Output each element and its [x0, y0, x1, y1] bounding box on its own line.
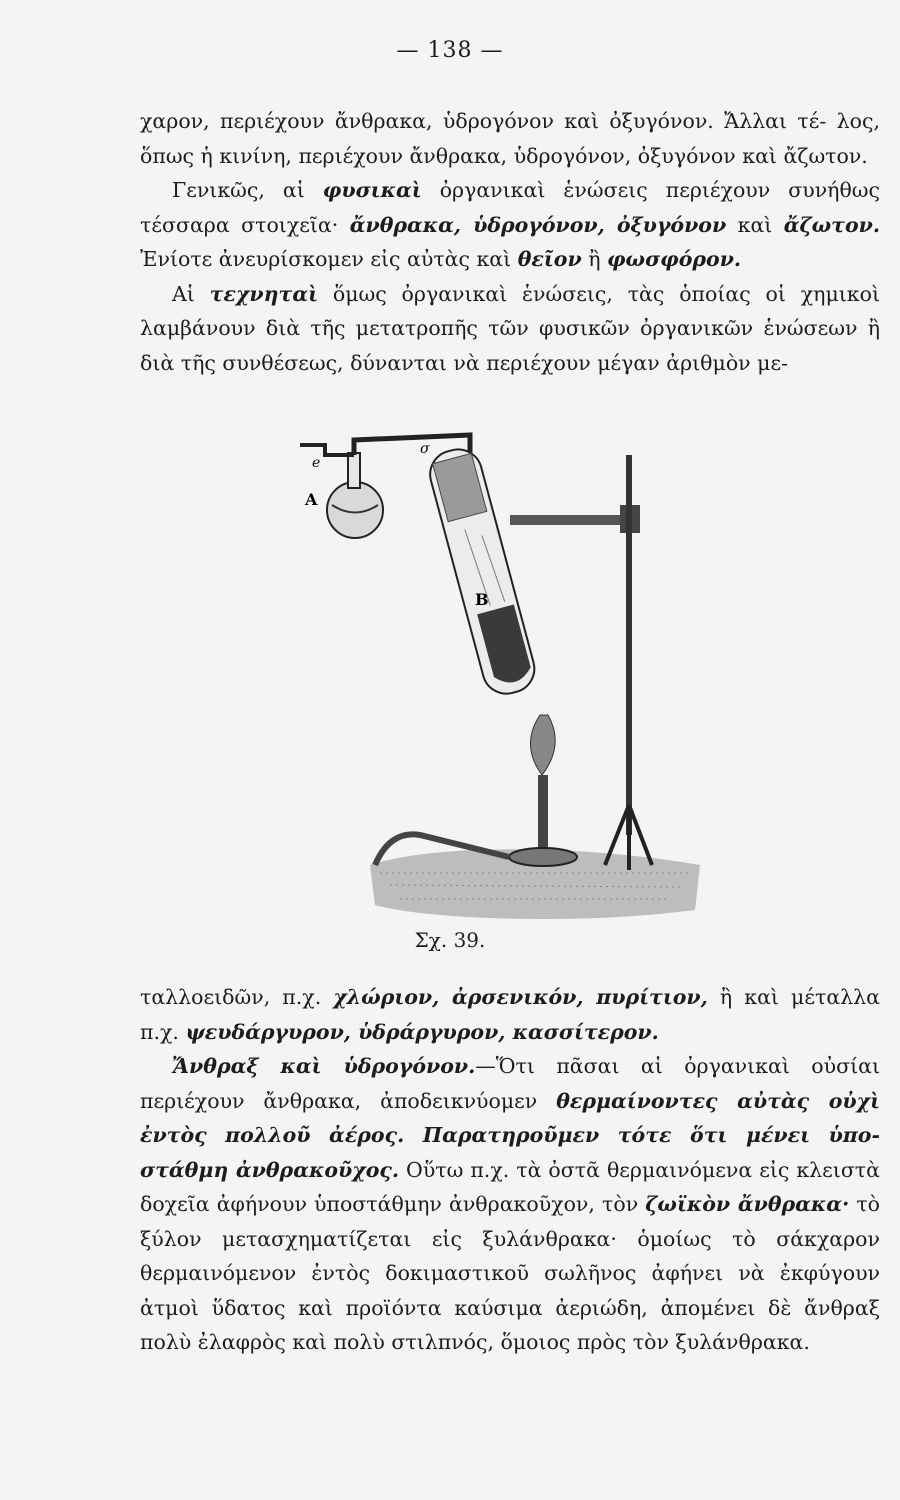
paragraph-3: Αἱ τεχνηταὶ ὅμως ὀργανικαὶ ἑνώσεις, τὰς ὁποίας οἱ χημικοὶ λαμβάνουν διὰ τῆς μετατροπῆς τῶν φυσικῶν ὀργανικῶν ἑνώσεων ἢ διὰ τῆς συνθέσεως, δύνανται νὰ περιέχουν μέγαν ἀριθμὸν με-	[140, 281, 881, 375]
label-a: A	[305, 490, 318, 509]
clamp-arm	[510, 515, 630, 525]
bottom-text	[140, 980, 880, 1360]
burner-base	[509, 848, 577, 866]
flame	[530, 715, 555, 775]
flask-neck	[348, 453, 360, 488]
paragraph-4: ταλλοειδῶν, π.χ. χλώριον, ἀρσενικόν, πυρίτιον, ἢ καὶ μέταλλα π.χ. ψευδάργυρον, ὑδράργυρον, κασσίτερον.	[140, 985, 880, 1044]
test-tube-b	[425, 444, 540, 699]
top-text	[140, 104, 880, 380]
flask-a	[327, 482, 383, 538]
paragraph-2: Γενικῶς, αἱ φυσικαὶ ὀργανικαὶ ἑνώσεις περιέχουν συνήθως τέσσαρα στοιχεῖα· ἄνθρακα, ὑδρογόνον, ὀξυγόνον καὶ ἄζωτον. Ἐνίοτε ἀνευρίσκομεν εἰς αὐτὰς καὶ θεῖον ἢ φωσφόρον.	[140, 178, 881, 271]
side-tube	[300, 445, 354, 455]
label-e: e	[312, 455, 321, 471]
paragraph-1: χαρον, περιέχουν ἄνθρακα, ὑδρογόνον καὶ ὀξυγόνον. Ἄλλαι τέ- λος, ὅπως ἡ κινίνη, περιέχουν ἄνθρακα, ὑδρογόνον, ὀξυγόνον καὶ ἄζωτον.	[140, 109, 880, 168]
section-heading: Ἄνθραξ καὶ ὑδρογόνον.	[172, 1054, 476, 1078]
paragraph-5: Ἄνθραξ καὶ ὑδρογόνον.—Ὅτι πᾶσαι αἱ ὀργανικαὶ οὐσίαι περιέχουν ἄνθρακα, ἀποδεικνύομεν θερμαίνοντες αὐτὰς οὐχὶ ἐντὸς πολλοῦ ἀέρος. Παρατηροῦμεν τότε ὅτι μένει ὑπο-στάθμη ἀνθρακοῦχος. Οὕτω π.χ. τὰ ὀστᾶ θερμαινόμενα εἰς κλειστὰ δοχεῖα ἀφήνουν ὑποστάθμην ἀνθρακοῦχον, τὸν ζωϊκὸν ἄνθρακα· τὸ ξύλον μετασχηματίζεται εἰς ξυλάνθρακα· ὁμοίως τὸ σάκχαρον θερμαινόμενον ἐντὸς δοκιμαστικοῦ σωλῆνος ἀφήνει νὰ ἐκφύγουν ἀτμοὶ ὕδατος καὶ προϊόντα καύσιμα ἀεριώδη, ἀπομένει δὲ ἄνθραξ πολὺ ἐλαφρὸς καὶ πολὺ στιλπνός, ὅμοιος πρὸς τὸν ξυλάνθρακα.	[140, 1054, 881, 1354]
apparatus-illustration	[280, 425, 700, 920]
figure-apparatus	[280, 425, 700, 920]
stand-rod	[626, 455, 632, 835]
page-number: — 138 —	[396, 38, 504, 63]
burner-tube	[538, 775, 548, 850]
figure-caption: Σχ. 39.	[414, 928, 486, 952]
label-b: B	[475, 590, 489, 609]
label-sigma: σ	[420, 441, 430, 457]
